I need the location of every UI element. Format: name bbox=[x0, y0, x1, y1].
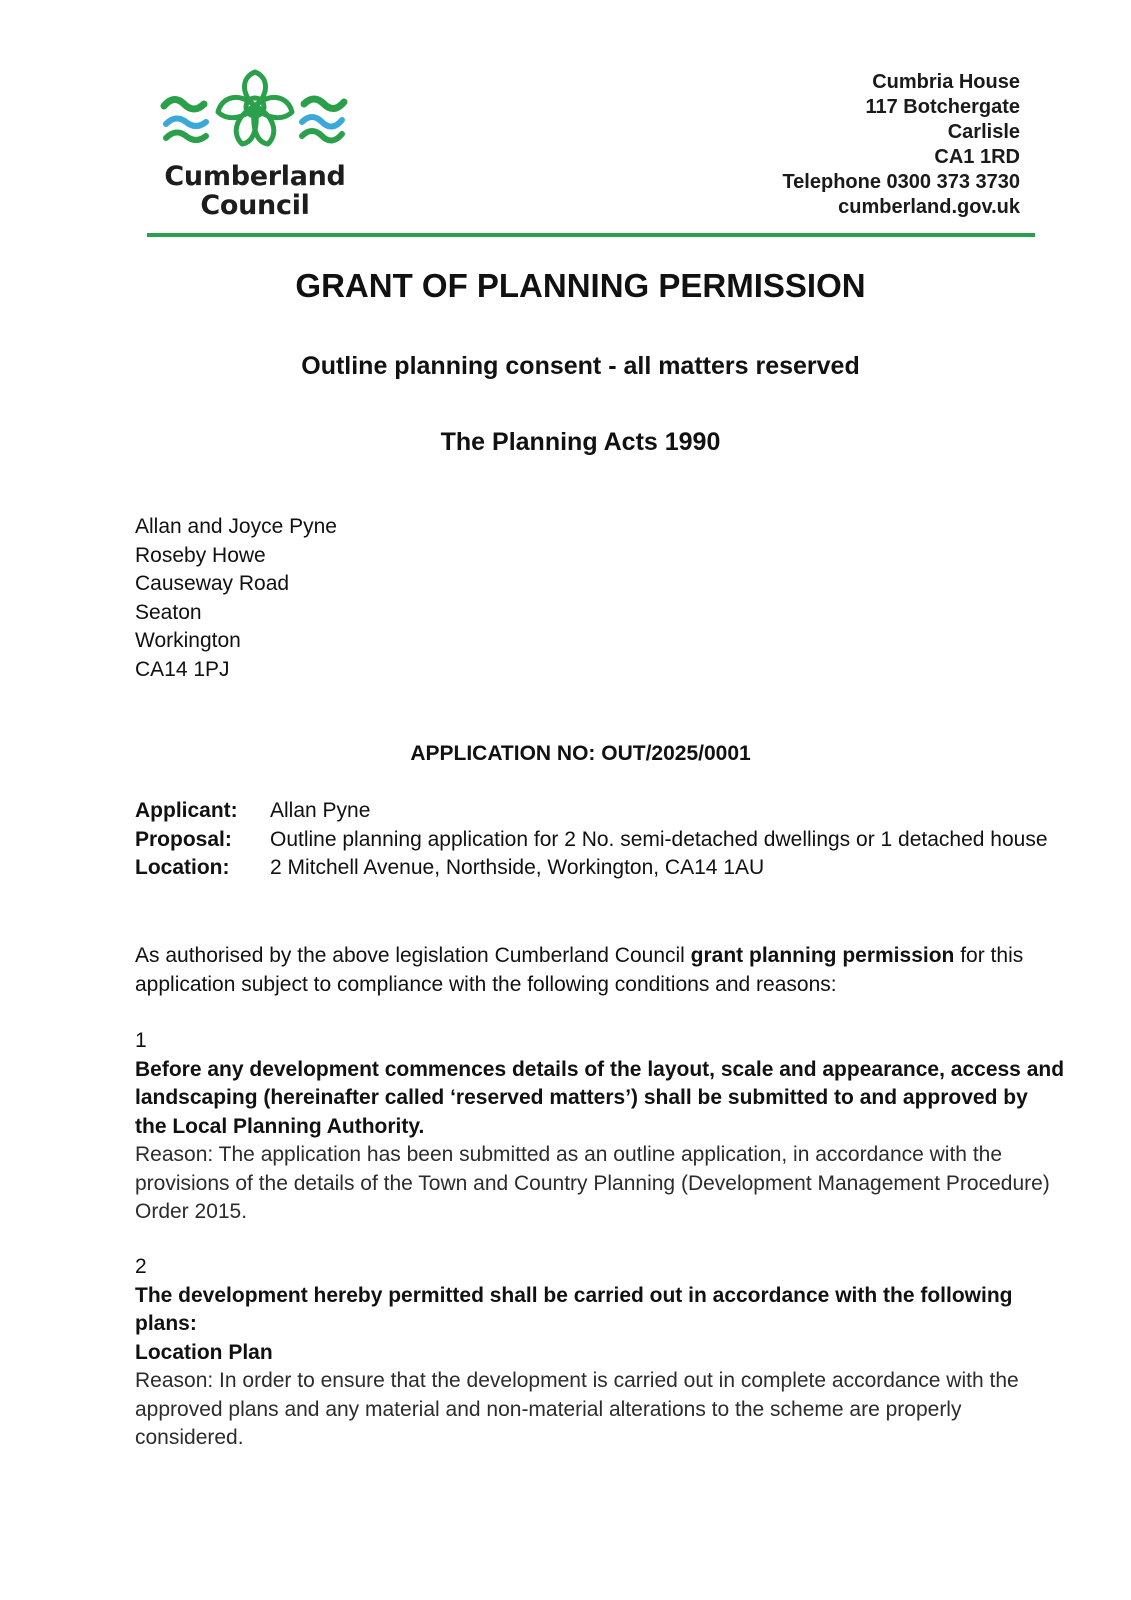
intro-text: As authorised by the above legislation Cumberland Council bbox=[135, 944, 691, 967]
condition-2 bbox=[135, 1253, 1065, 1453]
application-details bbox=[135, 797, 1055, 883]
condition-text: The development hereby permitted shall be carried out in accordance with the following plans: bbox=[135, 1283, 1013, 1335]
applicant-value: Allan Pyne bbox=[270, 799, 371, 822]
condition-1 bbox=[135, 1027, 1065, 1227]
legislation-title: The Planning Acts 1990 bbox=[440, 428, 721, 456]
proposal-row bbox=[135, 826, 1055, 855]
condition-reason: Reason: The application has been submitted as an outline application, in accordance with the provisions of the details of the Town and Country Planning (Development Management Procedure) Order 2015. bbox=[135, 1143, 1050, 1223]
intro-text-end: for this application subject to compliance with the following conditions and reasons: bbox=[135, 944, 1024, 996]
recipient-line: Seaton bbox=[135, 600, 202, 624]
location-label: Location: bbox=[135, 856, 230, 879]
intro-paragraph bbox=[135, 942, 1065, 999]
council-address bbox=[782, 70, 1020, 220]
recipient-line: Roseby Howe bbox=[135, 543, 266, 567]
recipient-address bbox=[135, 513, 337, 684]
condition-number: 1 bbox=[135, 1029, 147, 1052]
address-line: Cumbria House bbox=[872, 71, 1020, 93]
logo-line-1: Cumberland bbox=[164, 161, 346, 192]
recipient-line: Allan and Joyce Pyne bbox=[135, 515, 337, 538]
condition-text: Before any development commences details of the layout, scale and appearance, access and landscaping (hereinafter called ‘reserved matters’) shall be submitted to and approved by the Local Planning Authority. bbox=[135, 1057, 1065, 1138]
proposal-label: Proposal: bbox=[135, 827, 232, 851]
proposal-value: Outline planning application for 2 No. semi-detached dwellings or 1 detached house bbox=[270, 827, 1048, 851]
applicant-row bbox=[135, 797, 1055, 826]
condition-number: 2 bbox=[135, 1255, 147, 1278]
applicant-label: Applicant: bbox=[135, 799, 238, 822]
recipient-line: CA14 1PJ bbox=[135, 657, 230, 681]
location-value: 2 Mitchell Avenue, Northside, Workington, CA14 1AU bbox=[270, 856, 765, 879]
address-website: cumberland.gov.uk bbox=[838, 196, 1020, 218]
address-line: Carlisle bbox=[947, 121, 1020, 143]
address-line: 117 Botchergate bbox=[865, 96, 1020, 118]
logo-wordmark bbox=[160, 162, 350, 220]
document-subtitle: Outline planning consent - all matters reserved bbox=[301, 352, 860, 380]
intro-emphasis: grant planning permission bbox=[690, 944, 955, 967]
application-number: APPLICATION NO: OUT/2025/0001 bbox=[410, 742, 751, 765]
condition-reason: Reason: In order to ensure that the development is carried out in complete accordance with the approved plans and any material and non-material alterations to the scheme are properly considered. bbox=[135, 1369, 1019, 1449]
address-line: CA1 1RD bbox=[934, 146, 1020, 168]
condition-plan: Location Plan bbox=[135, 1340, 273, 1364]
header-divider bbox=[147, 233, 1035, 237]
flower-waves-icon bbox=[160, 66, 350, 162]
council-logo bbox=[160, 66, 350, 226]
address-telephone: Telephone 0300 373 3730 bbox=[782, 171, 1020, 193]
location-row bbox=[135, 854, 1055, 883]
logo-line-2: Council bbox=[200, 190, 310, 221]
document-title: GRANT OF PLANNING PERMISSION bbox=[295, 267, 866, 304]
recipient-line: Workington bbox=[135, 629, 241, 652]
recipient-line: Causeway Road bbox=[135, 572, 290, 595]
